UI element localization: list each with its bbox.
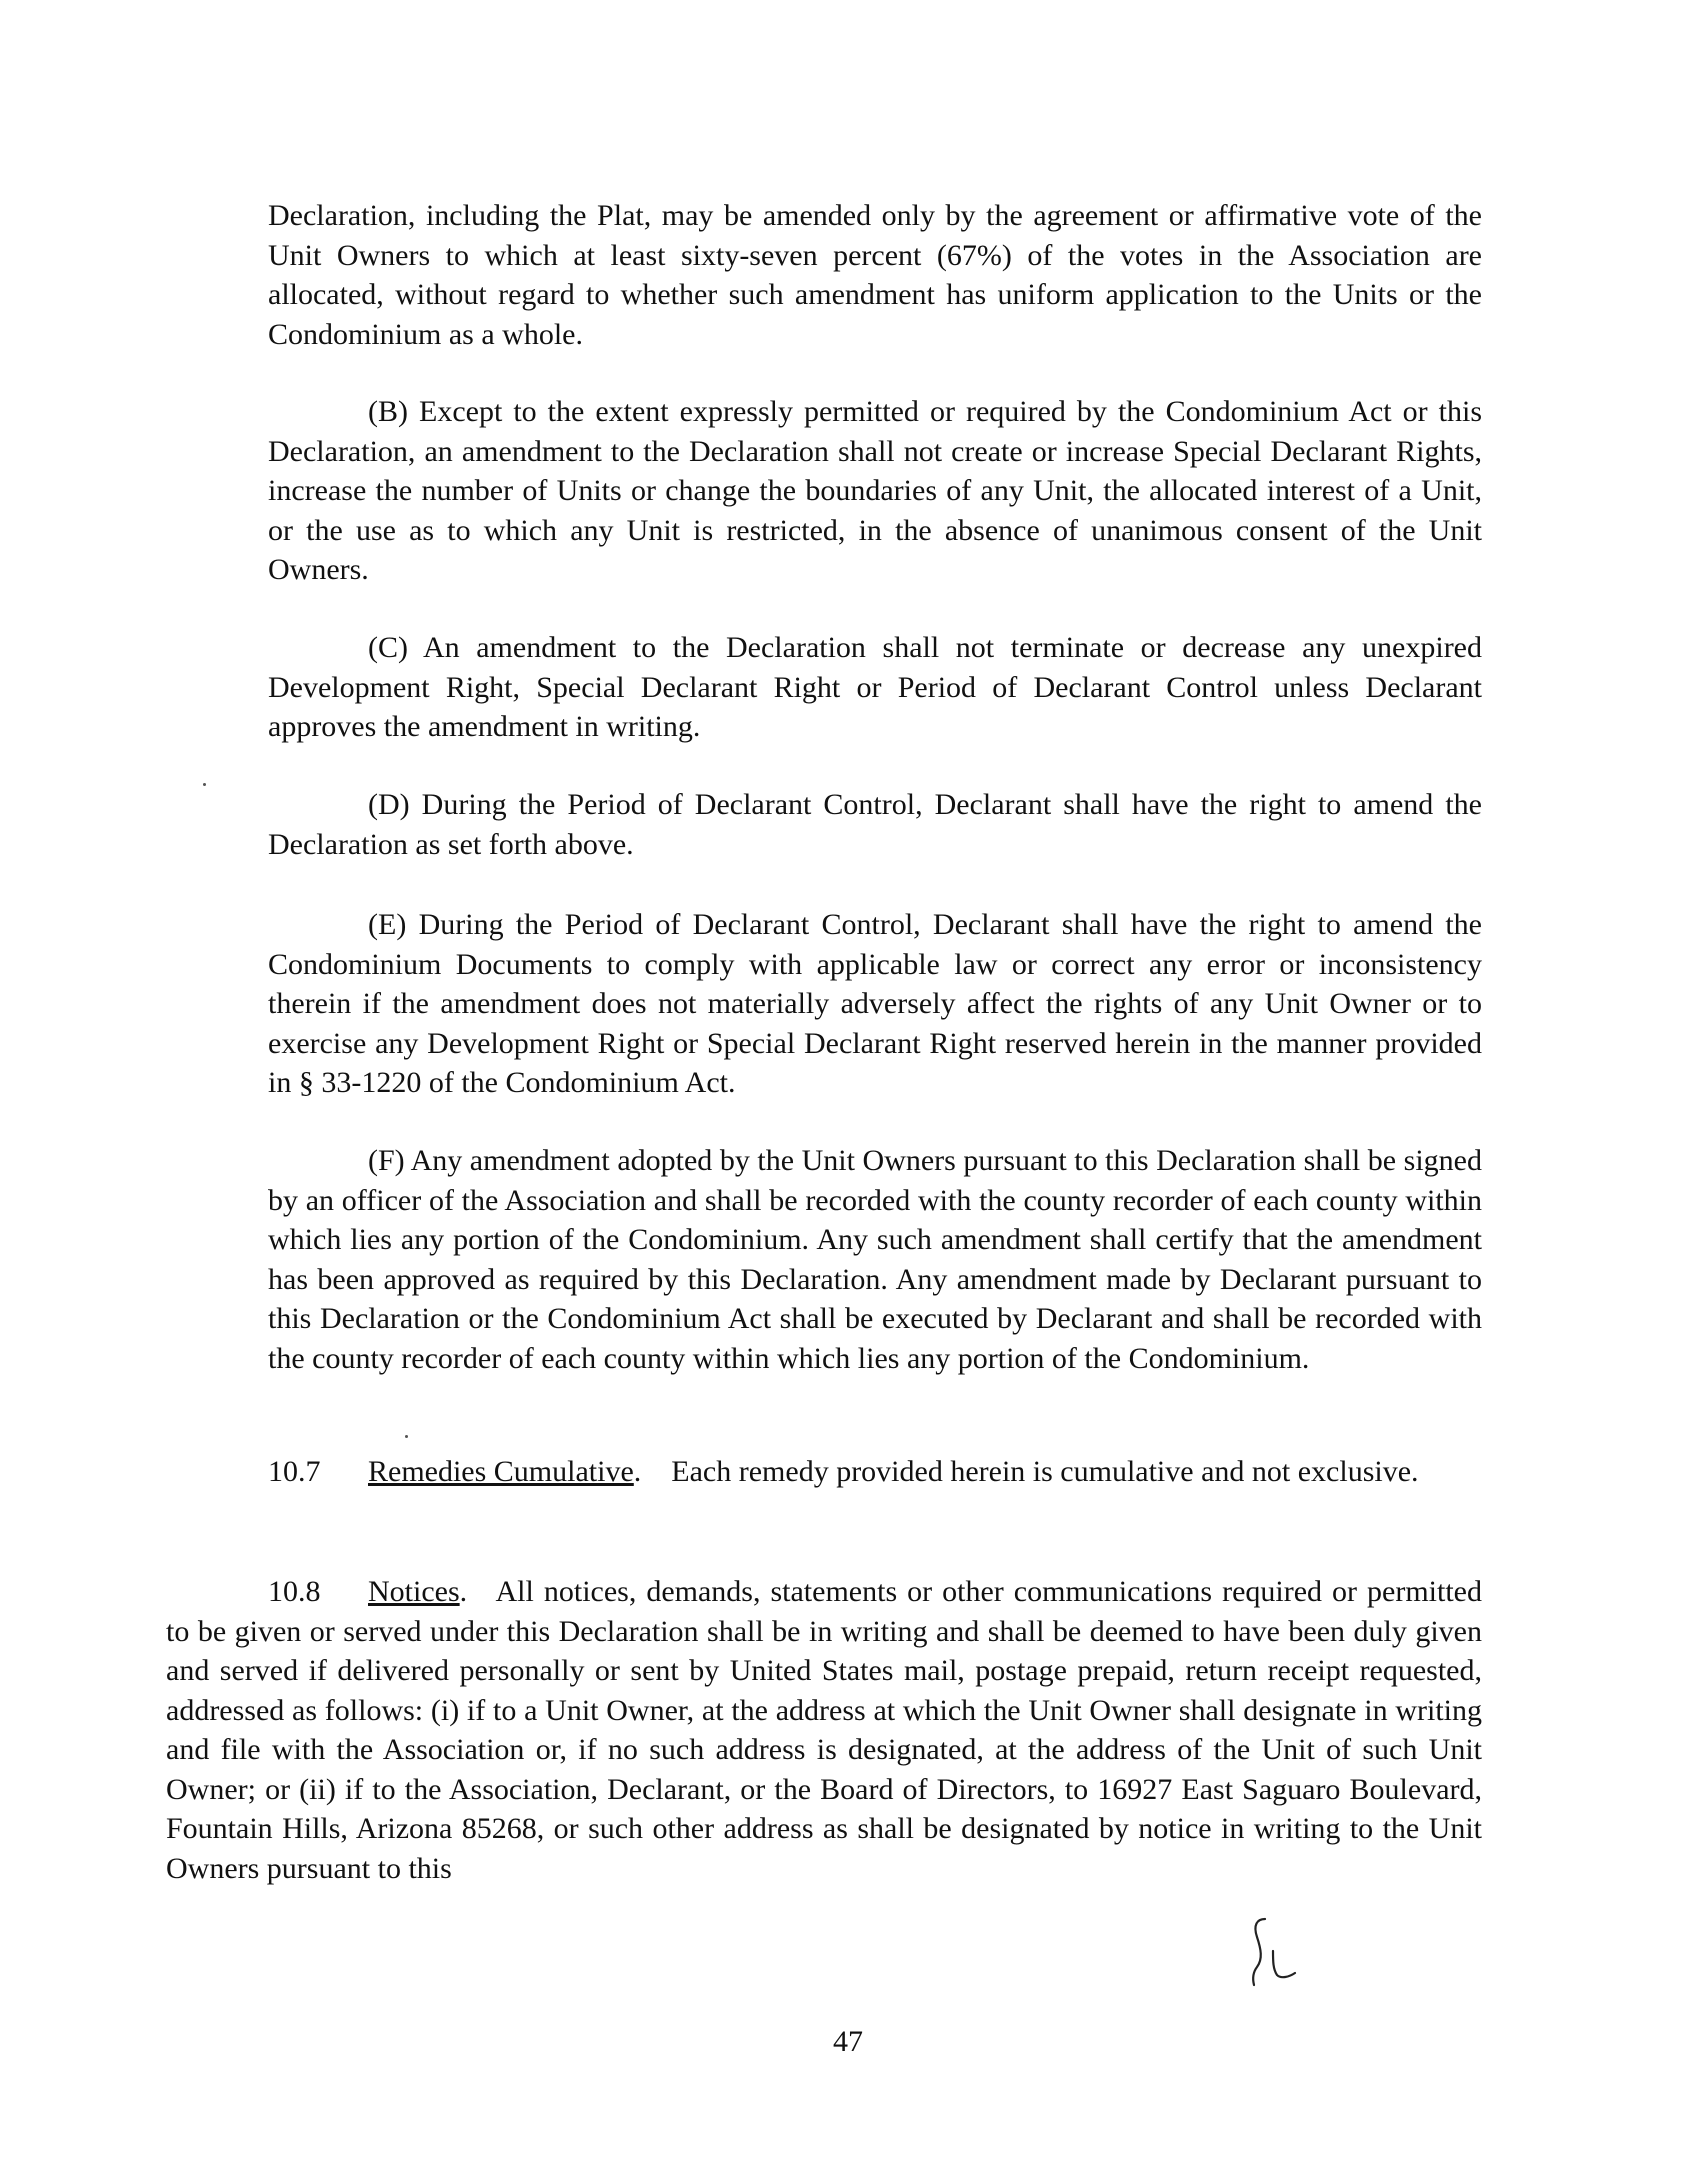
section-body: All notices, demands, statements or other communications required or permitted to be given or served under this Declaration shall be in writing and shall be deemed to have been duly given and served if delivered personally or sent by United States mail, postage prepaid, return receipt requested, addressed as follows: (i) if to a Unit Owner, at the address at which the Unit Owner shall designate in writing and file with the Association or, if no such address is designated, at the address of the Unit of such Unit Owner; or (ii) if to the Association, Declarant, or the Board of Directors, to 16927 East Saguaro Boulevard, Fountain Hills, Arizona 85268, or such other address as shall be designated by notice in writing to the Unit Owners pursuant to this [166,1575,1482,1885]
section-number: 10.8 [268,1575,321,1608]
section-10-7 [166,1452,1482,1492]
page-number: 47 [833,2025,863,2058]
scan-speck [405,1435,408,1438]
section-heading-punct: . [459,1575,468,1608]
scan-speck [203,783,206,786]
section-10-8 [166,1572,1482,1888]
handwritten-initials-icon [1245,1915,1335,1995]
section-body: Each remedy provided herein is cumulative and not exclusive. [671,1455,1419,1488]
section-heading-punct: . [633,1455,642,1488]
section-number: 10.7 [268,1455,321,1488]
section-heading: Notices [368,1575,460,1608]
paragraph-declaration-continued: Declaration, including the Plat, may be amended only by the agreement or affirmative vote of the Unit Owners to which at least sixty-seven percent (67%) of the votes in the Association are allocated, without regard to whether such amendment has uniform application to the Units or the Condominium as a whole. [268,199,1482,351]
paragraph-b: (B) Except to the extent expressly permitted or required by the Condominium Act or this Declaration, an amendment to the Declaration shall not create or increase Special Declarant Rights, increase the number of Units or change the boundaries of any Unit, the allocated interest of a Unit, or the use as to which any Unit is restricted, in the absence of unanimous consent of the Unit Owners. [268,395,1482,586]
section-heading: Remedies Cumulative [368,1455,634,1488]
paragraph-e: (E) During the Period of Declarant Control, Declarant shall have the right to amend the Condominium Documents to comply with applicable law or correct any error or inconsistency therein if the amendment does not materially adversely affect the rights of any Unit Owner or to exercise any Development Right or Special Declarant Right reserved herein in the manner provided in § 33-1220 of the Condominium Act. [268,908,1482,1099]
paragraph-c: (C) An amendment to the Declaration shall not terminate or decrease any unexpired Development Right, Special Declarant Right or Period of Declarant Control unless Declarant approves the amendment in writing. [268,631,1482,743]
paragraph-f: (F) Any amendment adopted by the Unit Owners pursuant to this Declaration shall be signed by an officer of the Association and shall be recorded with the county recorder of each county within which lies any portion of the Condominium. Any such amendment shall certify that the amendment has been approved as required by this Declaration. Any amendment made by Declarant pursuant to this Declaration or the Condominium Act shall be executed by Declarant and shall be recorded with the county recorder of each county within which lies any portion of the Condominium. [268,1144,1482,1375]
paragraph-d: (D) During the Period of Declarant Control, Declarant shall have the right to amend the Declaration as set forth above. [268,788,1482,861]
